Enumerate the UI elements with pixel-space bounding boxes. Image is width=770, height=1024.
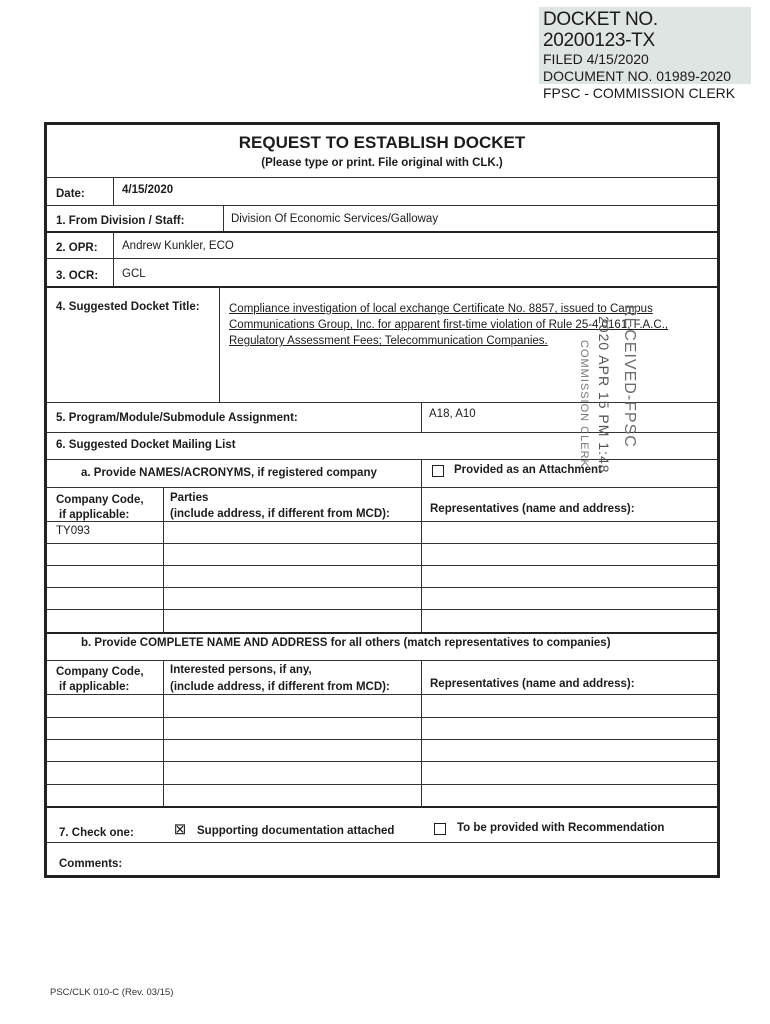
received-stamp-line2: 2020 APR 15 PM 1:48 — [596, 316, 612, 474]
date-label: Date: — [56, 188, 85, 200]
recommendation-checkbox[interactable] — [434, 823, 446, 835]
divider — [47, 231, 717, 233]
divider — [47, 487, 717, 488]
ocr-label: 3. OCR: — [56, 270, 99, 282]
supporting-doc-label: Supporting documentation attached — [197, 825, 395, 837]
column-divider — [223, 205, 224, 231]
divider — [47, 402, 717, 403]
document-number: DOCUMENT NO. 01989-2020 — [543, 68, 732, 84]
divider — [47, 717, 717, 718]
supporting-doc-checkbox[interactable]: ⊠ — [173, 821, 187, 838]
divider — [47, 739, 717, 740]
divider — [47, 842, 717, 843]
divider — [47, 660, 717, 661]
comments-label: Comments: — [59, 858, 123, 870]
divider — [47, 761, 717, 762]
received-stamp-line3: COMMISSION CLERK — [578, 340, 590, 468]
ocr-value: GCL — [122, 268, 146, 280]
column-divider — [113, 231, 114, 286]
opr-label: 2. OPR: — [56, 242, 98, 254]
divider — [47, 258, 717, 259]
divider — [47, 177, 717, 178]
company-code-value: TY093 — [56, 525, 90, 537]
divider — [47, 694, 717, 695]
divider — [47, 784, 717, 785]
divider — [47, 609, 717, 610]
column-divider — [421, 459, 422, 632]
column-divider — [163, 660, 164, 806]
company-code-header-b-line1: Company Code, — [56, 666, 144, 678]
divider — [47, 205, 717, 206]
docket-number: DOCKET NO. 20200123-TX — [543, 9, 658, 51]
column-divider — [113, 177, 114, 205]
divider — [47, 543, 717, 544]
representatives-header-b: Representatives (name and address): — [430, 678, 635, 690]
commission-clerk: FPSC - COMMISSION CLERK — [543, 85, 736, 101]
provided-attachment-label: Provided as an Attachment — [454, 464, 602, 476]
opr-value: Andrew Kunkler, ECO — [122, 240, 234, 252]
docket-title-value: Compliance investigation of local exchange Certificate No. 8857, issued to Campus Communications Group, Inc. for apparent first-time violation of Rule 25-4.0161, F.A.C., Regulatory Assessment Fees; Telecommunication Companies. — [229, 303, 669, 347]
divider — [47, 565, 717, 566]
filed-date: FILED 4/15/2020 — [543, 51, 649, 67]
program-assignment-value: A18, A10 — [429, 408, 476, 420]
form-title: REQUEST TO ESTABLISH DOCKET — [238, 133, 526, 152]
form-subtitle: (Please type or print. File original with CLK.) — [261, 157, 503, 169]
from-division-value: Division Of Economic Services/Galloway — [231, 213, 439, 225]
column-divider — [421, 402, 422, 432]
docket-title-label: 4. Suggested Docket Title: — [56, 301, 200, 313]
company-code-header-line2: if applicable: — [59, 509, 130, 521]
divider — [47, 286, 717, 288]
request-form — [44, 122, 720, 878]
date-value: 4/15/2020 — [122, 184, 174, 196]
recommendation-label: To be provided with Recommendation — [457, 822, 665, 834]
divider — [47, 432, 717, 433]
check-one-label: 7. Check one: — [59, 827, 134, 839]
section-a-label: a. Provide NAMES/ACRONYMS, if registered company — [81, 467, 377, 479]
divider — [47, 806, 717, 808]
docket-stamp — [539, 7, 751, 101]
mailing-list-label: 6. Suggested Docket Mailing List — [56, 439, 236, 451]
column-divider — [219, 286, 220, 402]
column-divider — [163, 487, 164, 632]
provided-attachment-checkbox[interactable] — [432, 465, 444, 477]
interested-persons-header-line1: Interested persons, if any, — [170, 664, 312, 676]
interested-persons-header-line2: (include address, if different from MCD): — [170, 681, 390, 693]
parties-header-line2: (include address, if different from MCD): — [170, 508, 390, 520]
from-division-label: 1. From Division / Staff: — [56, 215, 185, 227]
parties-header-line1: Parties — [170, 492, 209, 504]
received-stamp-line1: RECEIVED-FPSC — [621, 305, 638, 448]
section-b-label: b. Provide COMPLETE NAME AND ADDRESS for all others (match representatives to companies) — [81, 637, 611, 649]
representatives-header: Representatives (name and address): — [430, 503, 635, 515]
company-code-header-b-line2: if applicable: — [59, 681, 130, 693]
column-divider — [421, 660, 422, 806]
form-number: PSC/CLK 010-C (Rev. 03/15) — [50, 987, 174, 998]
program-assignment-label: 5. Program/Module/Submodule Assignment: — [56, 412, 298, 424]
divider — [47, 521, 717, 522]
divider — [47, 459, 717, 460]
divider — [47, 587, 717, 588]
divider — [47, 632, 717, 634]
company-code-header-line1: Company Code, — [56, 494, 144, 506]
